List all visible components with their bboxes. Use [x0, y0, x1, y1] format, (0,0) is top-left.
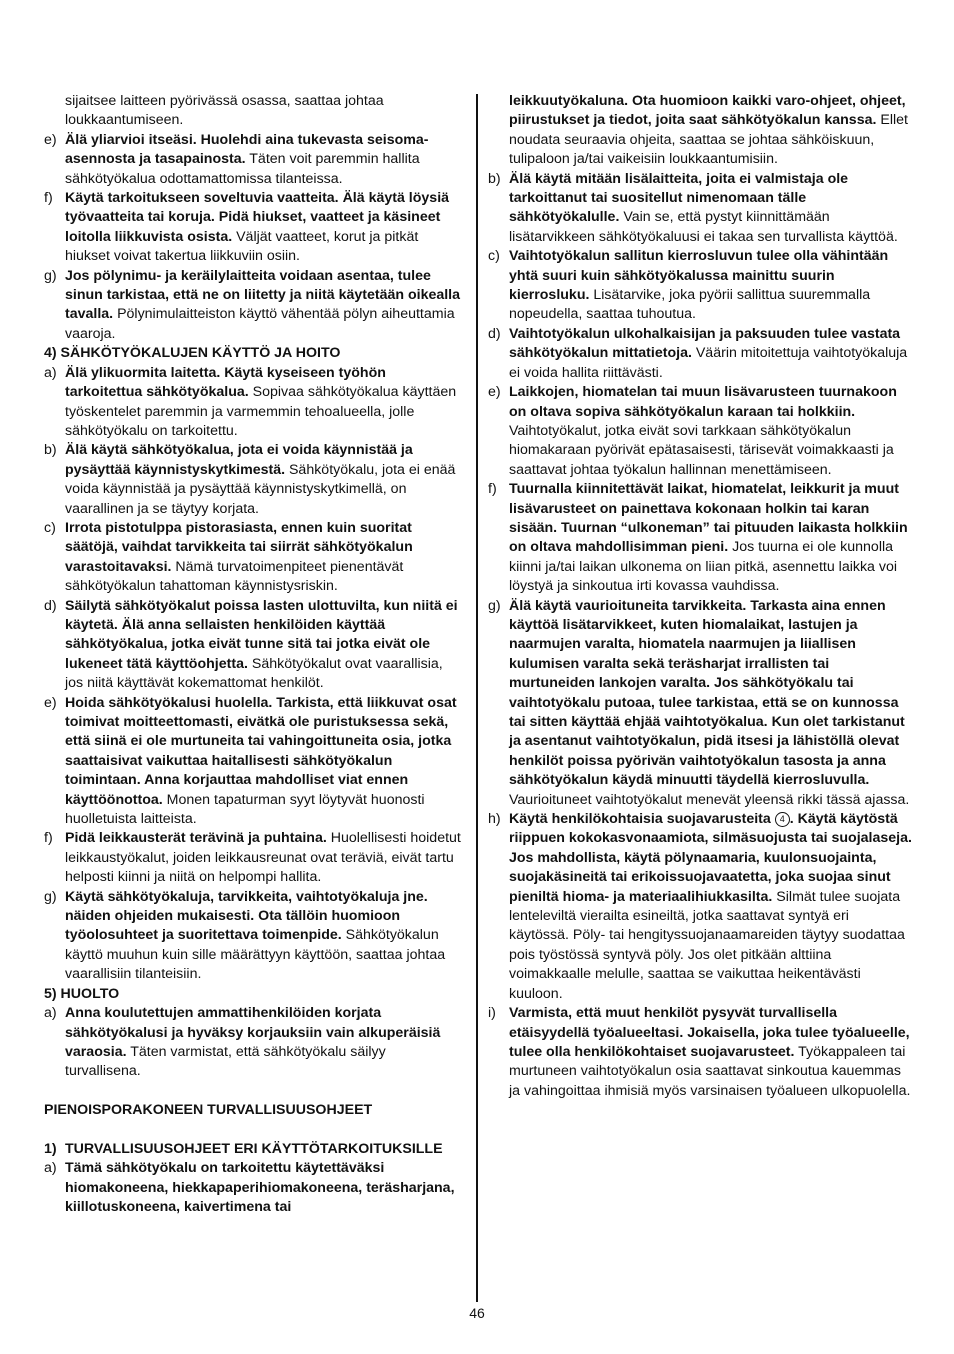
section-4-heading: 4) SÄHKÖTYÖKALUJEN KÄYTTÖ JA HOITO	[44, 345, 341, 362]
list-item	[488, 480, 912, 596]
item-bold-text: Älä yliarvioi itseäsi. Huolehdi aina tukevasta seisoma-asennosta ja tasapainosta.	[65, 131, 429, 168]
list-item-h	[488, 810, 912, 1004]
column-divider	[476, 94, 478, 1302]
item-text: Sopivaa sähkötyökalua käyttäen työskentelet paremmin ja varmemmin tehoalueella, jolle sähkötyökalu on tarkoitettu.	[65, 384, 457, 439]
item-text: Täten voit paremmin hallita sähkötyökalua odottamattomissa tilanteissa.	[65, 151, 420, 187]
subsection-1-heading	[44, 1140, 462, 1159]
item-bold-text: Jos pölynimu- ja keräilylaitteita voidaan asentaa, tulee sinun tarkistaa, että ne on liitetty ja niitä käytetään oikealla tavalla.	[65, 267, 461, 323]
item-label: b)	[488, 170, 501, 187]
item-label: e)	[44, 694, 57, 711]
item-text: Sähkötyökalut ovat vaarallisia, jos niitä käyttävät kokemattomat henkilöt.	[65, 655, 443, 692]
list-item	[44, 1159, 462, 1217]
list-item	[44, 441, 462, 519]
item-label: g)	[44, 888, 57, 905]
item-text: Vain se, että pystyt kiinnittämään lisätarvikkeen sähkötyökaluusi ei takaa sen turvallista käyttöä.	[509, 209, 898, 245]
list-item	[44, 267, 462, 345]
item-text: Sähkötyökalun käyttö muuhun kuin sille määrättyyn käyttöön, saattaa johtaa vaarallisiin tilanteisiin.	[65, 927, 446, 983]
item-bold-text: Laikkojen, hiomatelan tai muun lisävarusteen tuurnakoon on oltava sopiva sähkötyökalun karaan tai holkkiin.	[509, 384, 897, 420]
right-item-list	[488, 170, 912, 810]
item-bold-text: Hoida sähkötyökalusi huolella. Tarkista, että liikkuvat osat toimivat moitteettomasti, eivätkä ole puristuksessa sekä, että siinä ei ole murtuneita tai vahingoittuneita osia, jotka saattaisivat vaikuttaa haitallisesti sähkötyökalun toimintaan. Anna korjauttaa mahdolliset viat ennen käyttöönottoa.	[65, 694, 457, 808]
item-label: f)	[488, 481, 497, 498]
section-3-list	[44, 131, 462, 344]
list-item	[44, 888, 462, 985]
list-item	[44, 1004, 462, 1082]
item-bold-text: Anna koulutettujen ammattihenkilöiden korjata sähkötyökalusi ja hyväksy korjauksiin vain alkuperäisiä varaosia.	[65, 1005, 441, 1060]
section-5-heading: 5) HUOLTO	[44, 985, 120, 1002]
reference-number-circle: 4	[775, 812, 790, 827]
continuation-paragraph: sijaitsee laitteen pyörivässä osassa, saattaa johtaa loukkaantumiseen.	[65, 93, 384, 129]
item-text: Täten varmistat, että sähkötyökalu säilyy turvallisena.	[65, 1043, 386, 1080]
item-label: g)	[44, 267, 57, 284]
item-text: Monen tapaturman syyt löytyvät huonosti huolletuista laitteista.	[65, 791, 425, 828]
item-label: d)	[488, 325, 501, 342]
item-label: e)	[488, 384, 501, 401]
item-bold-text: Käytä tarkoitukseen soveltuvia vaatteita. Älä käytä löysiä työvaatteita tai koruja. Pidä hiukset, vaatteet ja käsineet loitolla liikkuvista osista.	[65, 190, 450, 245]
item-bold-text: Tämä sähkötyökalu on tarkoitettu käytettäväksi hiomakoneena, hiekkapaperihiomakoneena, teräsharjana, kiillotuskoneena, kaivertimena tai	[65, 1160, 455, 1216]
continuation-paragraph	[488, 92, 912, 170]
item-text: Vaurioituneet vaihtotyökalut menevät yleensä rikki tässä ajassa.	[509, 791, 910, 808]
item-text: Huolellisesti hoidetut leikkaustyökalut, joiden leikkausreunat ovat teräviä, eivät tartu helposti kiinni ja niitä on helpompi hallita.	[65, 830, 461, 886]
section-4-list	[44, 364, 462, 985]
list-item-i	[488, 1004, 912, 1101]
item-text: Nämä turvatoimenpiteet pienentävät sähkötyökalun tahattoman käynnistysriskin.	[65, 558, 404, 595]
item-text: Jos tuurna ei ole kunnolla kiinni ja/tai laikan ulkonema on liian pitkä, asennettu laikka voi löystyä ja sinkoutua irti kovassa vauhdissa.	[509, 539, 898, 595]
left-column	[44, 92, 462, 1218]
item-label: c)	[488, 248, 500, 265]
list-item	[488, 383, 912, 480]
list-item	[44, 131, 462, 189]
right-column	[488, 92, 912, 1101]
item-label: i)	[488, 1005, 496, 1022]
list-item	[44, 829, 462, 887]
page-number: 46	[469, 1305, 485, 1321]
item-label: d)	[44, 597, 57, 614]
list-item	[44, 694, 462, 830]
item-bold-text: Älä käytä mitään lisälaitteita, joita ei valmistaja ole tarkoittanut tai suositellut nimenomaan tälle sähkötyökalulle.	[509, 170, 849, 226]
list-item	[44, 519, 462, 597]
item-bold-text: Varmista, että muut henkilöt pysyvät turvallisella etäisyydellä työalueeltasi. Jokaisella, joka tulee työalueelle, tulee olla henkilökohtaiset suojavarusteet.	[509, 1005, 910, 1060]
list-item	[44, 189, 462, 267]
item-label: f)	[44, 190, 53, 207]
item-label: c)	[44, 519, 56, 536]
section-title: PIENOISPORAKONEEN TURVALLISUUSOHJEET	[44, 1102, 373, 1119]
continuation-text: Ellet noudata seuraavia ohjeita, saattaa se johtaa sähköiskuun, tulipaloon ja/tai vaikeisiin loukkaantumisiin.	[509, 112, 908, 168]
list-item	[44, 364, 462, 442]
item-bold-text: Vaihtotyökalun sallitun kierrosluvun tulee olla vähintään yhtä suuri kuin sähkötyökalussa mainittu suurin kierrosluku.	[509, 248, 889, 304]
item-label: b)	[44, 442, 57, 459]
item-text: Väljät vaatteet, korut ja pitkät hiukset voivat takertua liikkuviin osiin.	[65, 228, 419, 265]
item-label: f)	[44, 830, 53, 847]
item-bold-text: Tuurnalla kiinnitettävät laikat, hiomatelat, leikkurit ja muut lisävarusteet on painettava kokonaan holkin tai karan sisään. Tuurnan “ulkoneman” tai pituuden laikasta holkkiin on oltava mahdollisimman pieni.	[509, 481, 908, 556]
item-text: Silmät tulee suojata lenteleviltä vierailta esineiltä, jotka saattavat syntyä eri käytössä. Pöly- tai hengityssuojanaamareiden täytyy suodattaa pois työstössä syntyvä pöly. Jos olet pitkään alttiina voimakkaalle melulle, saattaa se vaikuttaa heikentävästi kuuloon.	[509, 888, 905, 1002]
section-5-list	[44, 1004, 462, 1082]
list-item	[488, 247, 912, 325]
item-label: e)	[44, 131, 57, 148]
item-text: Sähkötyökalu, jota ei enää voida käynnistää ja pysäyttää käynnistyskytkimellä, on vaarallinen ja se täytyy korjata.	[65, 461, 456, 517]
subsection-1-number: 1)	[44, 1140, 57, 1157]
item-bold-text: Pidä leikkausterät terävinä ja puhtaina.	[65, 830, 327, 847]
list-item	[488, 170, 912, 248]
item-bold-text: Irrota pistotulppa pistorasiasta, ennen kuin suoritat säätöjä, vaihdat tarvikkeita tai siirrät sähkötyökalun varastoitavaksi.	[65, 519, 413, 575]
item-bold-text: Älä käytä vaurioituneita tarvikkeita. Tarkasta aina ennen käyttöä lisätarvikkeet, kuten hiomalaikat, lastujen ja naarmujen varalta, hiomatela naarmujen ja liiallisen kulumisen varalta sekä teräsharjat irrallisten tai murtuneiden lankojen varalta. Jos sähkötyökalu tai vaihtotyökalu putoaa, tulee tarkistaa, että se on kunnossa tai sitten käyttää ehjää vaihtotyökalua. Kun olet tarkistanut ja asentanut vaihtotyökalun, pidä itsesi ja lähistöllä olevat henkilöt poissa pyörivän vaihtotyökalun tasosta ja anna sähkötyökalun käydä minuutti täydellä kierrosluvulla.	[509, 597, 905, 789]
item-label: a)	[44, 1160, 57, 1177]
item-text: Työkappaleen tai murtuneen vaihtotyökalun osia saattavat sinkoutua kauemmas ja vahingoittaa ihmisiä myös varsinaisen työalueen ulkopuolella.	[509, 1043, 911, 1099]
item-bold-text: Säilytä sähkötyökalut poissa lasten ulottuvilta, kun niitä ei käytetä. Älä anna sellaisten henkilöiden käyttää sähkötyökalua, jotka eivät tunne sitä tai jotka eivät ole lukeneet tätä käyttöohjetta.	[65, 597, 458, 672]
item-label: a)	[44, 1005, 57, 1022]
list-item	[488, 325, 912, 383]
item-bold-text: Älä ylikuormita laitetta. Käytä kyseiseen työhön tarkoitettua sähkötyökalua.	[65, 364, 386, 401]
item-text: Pölynimulaitteiston käyttö vähentää pölyn aiheuttamia vaaroja.	[65, 306, 455, 342]
continuation-bold-text: leikkuutyökaluna. Ota huomioon kaikki varo-ohjeet, ohjeet, piirustukset ja tiedot, joita saat sähkötyökalun kanssa.	[509, 93, 906, 129]
list-item	[488, 597, 912, 810]
item-bold-text: Vaihtotyökalun ulkohalkaisijan ja paksuuden tulee vastata sähkötyökalun mittatietoja.	[509, 325, 901, 362]
item-label: a)	[44, 364, 57, 381]
list-item	[44, 597, 462, 694]
subsection-1-title: TURVALLISUUSOHJEET ERI KÄYTTÖTARKOITUKSILLE	[65, 1140, 443, 1157]
item-bold-text: Käytä sähkötyökaluja, tarvikkeita, vaihtotyökaluja jne. näiden ohjeiden mukaisesti. Ota tällöin huomioon työolosuhteet ja suoritettava toimenpide.	[65, 888, 428, 944]
item-bold-text-cont: . Käytä käytöstä riippuen kokokasvonaamiota, silmäsuojusta tai suojalaseja. Jos mahdollista, käytä pölynaamaria, kuulonsuojainta, suojakäsineitä tai erikoissuojavaatetta, joka suojaa sinut pieniltä hioma- ja materiaalihiukkasilta.	[509, 811, 912, 905]
item-text: Vaihtotyökalut, jotka eivät sovi tarkkaan sähkötyökalun hiomakaraan pyörivät epätasaisesti, tärisevät voimakkaasti ja saattavat johtaa työkalun hallinnan menettämiseen.	[509, 422, 894, 478]
item-bold-text: Käytä henkilökohtaisia suojavarusteita	[509, 811, 775, 828]
item-bold-text: Älä käytä sähkötyökalua, jota ei voida käynnistää ja pysäyttää käynnistyskytkimestä.	[65, 442, 413, 478]
item-text: Lisätarvike, joka pyörii sallittua suuremmalla nopeudella, saattaa tuhoutua.	[509, 287, 871, 323]
item-text: Väärin mitoitettuja vaihtotyökaluja ei voida hallita riittävästi.	[509, 345, 908, 381]
item-label: h)	[488, 811, 501, 828]
item-label: g)	[488, 597, 501, 614]
